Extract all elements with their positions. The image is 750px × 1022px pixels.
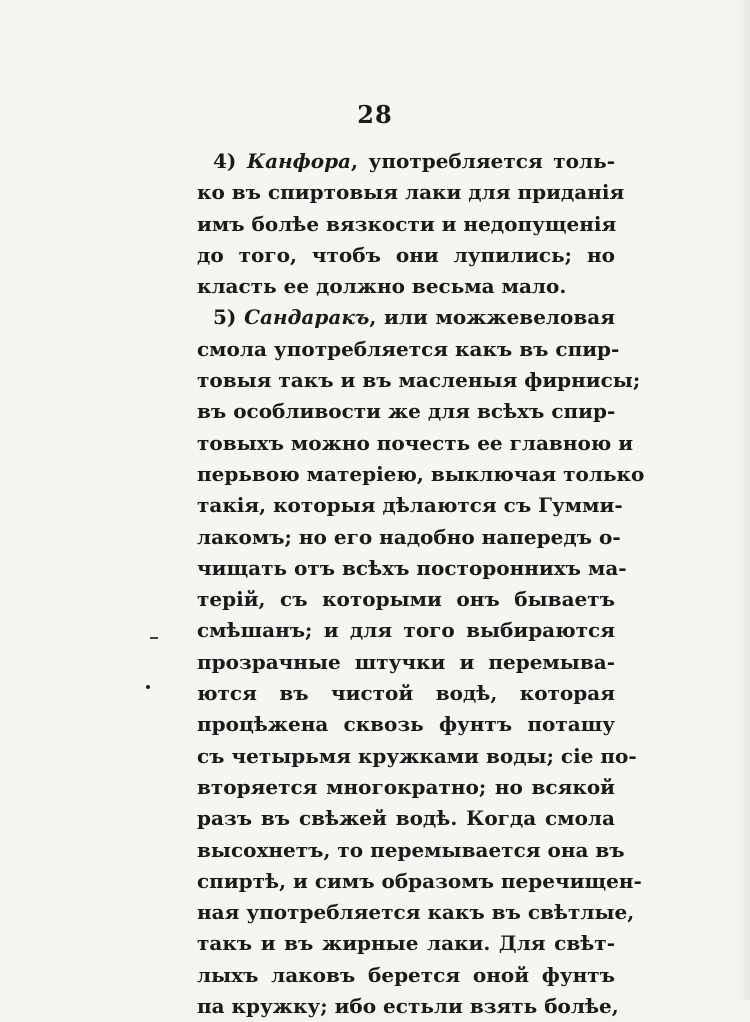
term-sandarac: Сандаракъ	[244, 305, 370, 330]
text-line: ко въ спиртовыя лаки для приданія	[197, 180, 625, 205]
margin-mark	[150, 637, 158, 639]
text-line: такія, которыя дѣлаются съ Гумми-	[197, 493, 623, 518]
text-line: до того, чтобъ они лупились; но	[197, 242, 615, 267]
term-camphor: Канфора	[246, 149, 352, 173]
text-line: перьвою матеріею, выключая только	[197, 461, 645, 486]
text-line: съ четырьмя кружками воды; сіе по-	[197, 743, 637, 768]
page-edge-shadow	[738, 0, 750, 1000]
text-line: въ особливости же для всѣхъ спир-	[197, 399, 616, 424]
text-line: терій, съ которыми онъ бываетъ	[197, 587, 615, 612]
text-line: товыхъ можно почесть ее главною и	[197, 430, 634, 455]
text-line: вторяется многократно; но всякой	[197, 774, 615, 799]
text-line: спиртѣ, и симъ образомъ перечищен-	[197, 868, 642, 893]
text-line: такъ и въ жирные лаки. Для свѣт-	[197, 931, 615, 956]
text-line: разъ въ свѣжей водѣ. Когда смола	[197, 806, 615, 831]
text-line: прозрачные штучки и перемыва-	[197, 649, 615, 674]
text-line: ная употребляется какъ въ свѣтлые,	[197, 900, 635, 925]
text-line: чищать отъ всѣхъ постороннихъ ма-	[197, 555, 627, 580]
text-line: па кружку; ибо естьли взять болѣе,	[197, 994, 619, 1019]
text-line: класть ее должно весьма мало.	[197, 274, 567, 299]
text-line: смола употребляется какъ въ спир-	[197, 336, 620, 361]
margin-speck	[146, 685, 150, 689]
text-line: 5) Сандаракъ, или можжевеловая	[213, 305, 616, 330]
text-line: лакомъ; но его надобно напередъ о-	[197, 524, 621, 549]
text-line: высохнетъ, то перемывается она въ	[197, 837, 625, 862]
text-line: товыя такъ и въ масленыя фирнисы;	[197, 368, 641, 393]
body-text	[197, 146, 645, 1022]
text-line: 4) Канфора, употребляется толь-	[213, 149, 615, 173]
text-line: имъ болѣе вязкости и недопущенія	[197, 211, 617, 236]
page-number: 28	[357, 100, 393, 129]
text-line: процѣжена сквозь фунтъ поташу	[197, 712, 615, 737]
text-line: лыхъ лаковъ берется оной фунтъ	[197, 962, 615, 987]
text-line: смѣшанъ; и для того выбираются	[197, 618, 615, 643]
text-line: ются въ чистой водѣ, которая	[197, 681, 615, 706]
